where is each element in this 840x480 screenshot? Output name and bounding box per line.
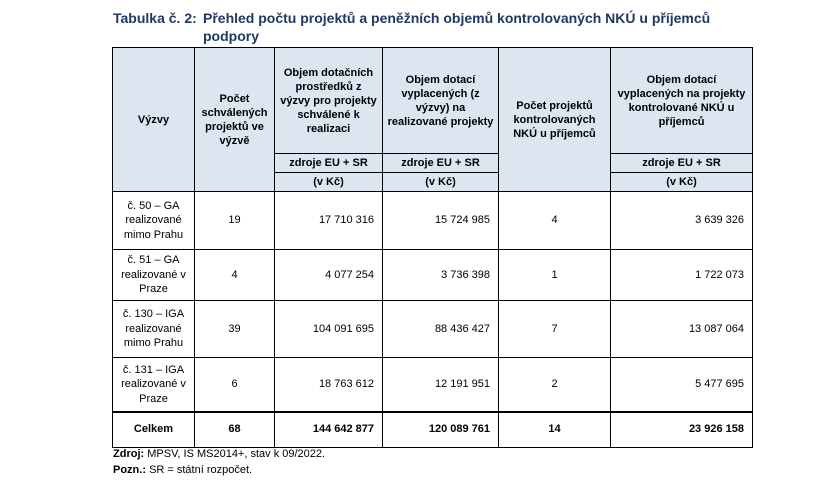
cell-pocet-kontrol: 1 xyxy=(499,250,611,301)
table-row xyxy=(113,192,753,250)
cell-vyzva: č. 51 – GA realizované v Praze xyxy=(113,250,195,301)
caption-line1: Přehled počtu projektů a peněžních objemů kontrolovaných NKÚ u příjemců xyxy=(203,10,711,26)
cell-objem-kontrol: 5 477 695 xyxy=(611,358,753,412)
cell-objem-dotacnich: 4 077 254 xyxy=(275,250,383,301)
total-row xyxy=(113,412,753,448)
header-vyzvy: Výzvy xyxy=(113,48,195,192)
cell-objem-dotacnich: 104 091 695 xyxy=(275,301,383,358)
cell-vyzva: č. 50 – GA realizované mimo Prahu xyxy=(113,192,195,250)
header-zdroje: zdroje EU + SR xyxy=(383,154,499,173)
cell-objem-kontrol: 3 639 326 xyxy=(611,192,753,250)
header-objem-vyplacenych: Objem dotací vyplacených (z výzvy) na realizované projekty xyxy=(383,48,499,154)
cell-pocet-kontrol: 4 xyxy=(499,192,611,250)
cell-objem-dotacnich: 144 642 877 xyxy=(275,412,383,448)
caption-label: Tabulka č. 2: xyxy=(113,10,197,26)
cell-objem-vyplacenych: 12 191 951 xyxy=(383,358,499,412)
cell-pocet-kontrol: 14 xyxy=(499,412,611,448)
source-label: Zdroj: xyxy=(113,448,145,460)
cell-objem-vyplacenych: 3 736 398 xyxy=(383,250,499,301)
table-notes xyxy=(113,446,325,478)
cell-pocet-kontrol: 2 xyxy=(499,358,611,412)
cell-pocet: 19 xyxy=(195,192,275,250)
header-unit: (v Kč) xyxy=(383,173,499,192)
cell-objem-dotacnich: 17 710 316 xyxy=(275,192,383,250)
header-zdroje: zdroje EU + SR xyxy=(611,154,753,173)
note-label: Pozn.: xyxy=(113,464,146,476)
cell-objem-kontrol: 1 722 073 xyxy=(611,250,753,301)
note-text: SR = státní rozpočet. xyxy=(149,464,253,476)
cell-pocet: 4 xyxy=(195,250,275,301)
cell-pocet: 39 xyxy=(195,301,275,358)
header-pocet-kontrol: Počet projektů kontrolovaných NKÚ u příjemců xyxy=(499,48,611,192)
cell-objem-kontrol: 13 087 064 xyxy=(611,301,753,358)
header-objem-kontrol: Objem dotací vyplacených na projekty kontrolované NKÚ u příjemců xyxy=(611,48,753,154)
caption-line2: podpory xyxy=(203,28,259,44)
table-row xyxy=(113,301,753,358)
header-objem-dotacnich: Objem dotačních prostředků z výzvy pro projekty schválené k realizaci xyxy=(275,48,383,154)
header-unit: (v Kč) xyxy=(611,173,753,192)
table-caption xyxy=(113,9,753,45)
cell-pocet-kontrol: 7 xyxy=(499,301,611,358)
data-table xyxy=(112,47,753,448)
cell-objem-kontrol: 23 926 158 xyxy=(611,412,753,448)
header-zdroje: zdroje EU + SR xyxy=(275,154,383,173)
header-unit: (v Kč) xyxy=(275,173,383,192)
cell-objem-vyplacenych: 88 436 427 xyxy=(383,301,499,358)
cell-objem-vyplacenych: 15 724 985 xyxy=(383,192,499,250)
cell-pocet: 68 xyxy=(195,412,275,448)
table-row xyxy=(113,358,753,412)
cell-pocet: 6 xyxy=(195,358,275,412)
cell-vyzva: č. 131 – IGA realizované v Praze xyxy=(113,358,195,412)
cell-vyzva: Celkem xyxy=(113,412,195,448)
table-row xyxy=(113,250,753,301)
cell-objem-vyplacenych: 120 089 761 xyxy=(383,412,499,448)
source-text: MPSV, IS MS2014+, stav k 09/2022. xyxy=(147,448,326,460)
cell-vyzva: č. 130 – IGA realizované mimo Prahu xyxy=(113,301,195,358)
cell-objem-dotacnich: 18 763 612 xyxy=(275,358,383,412)
header-pocet: Počet schválených projektů ve výzvě xyxy=(195,48,275,192)
